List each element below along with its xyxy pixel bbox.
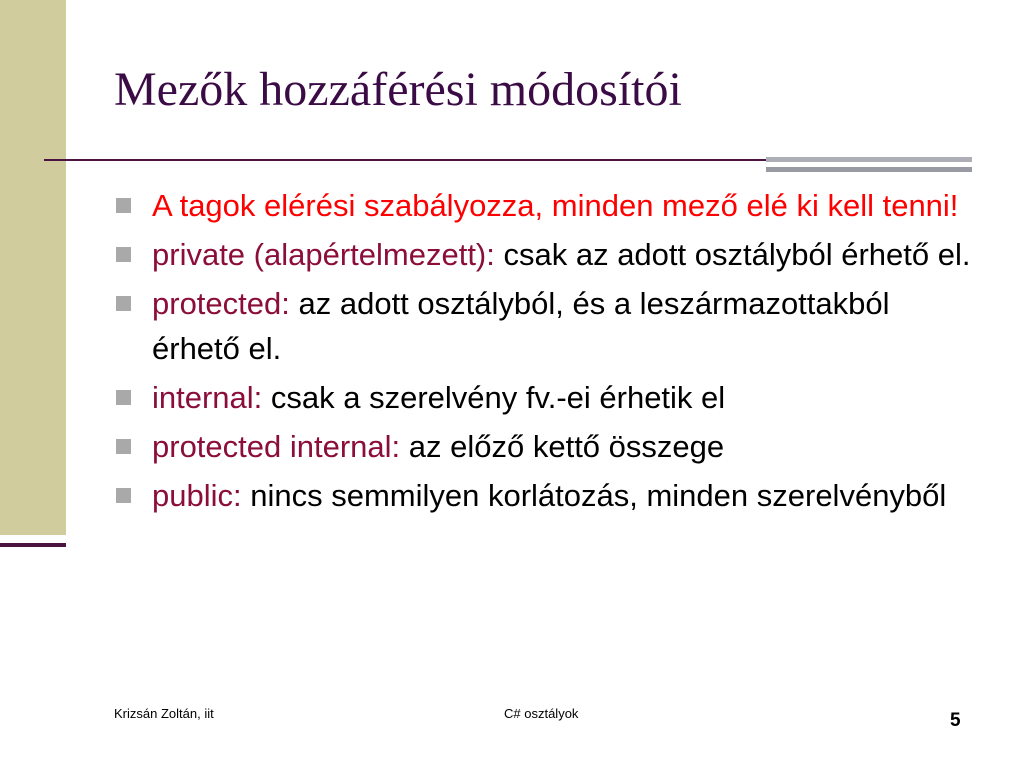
side-rule: [0, 543, 66, 547]
bullet-keyword: protected:: [152, 286, 290, 321]
bullet-keyword: protected internal:: [152, 429, 401, 464]
bullet-keyword: public:: [152, 478, 242, 513]
bullet-list: [114, 183, 974, 522]
bullet-text: nincs semmilyen korlátozás, minden szerelvényből: [241, 478, 947, 513]
slide-number: 5: [950, 710, 961, 731]
title-divider: [44, 159, 766, 161]
bullet-item: [114, 473, 974, 518]
footer-author: Krizsán Zoltán, iit: [114, 706, 214, 721]
square-bullet-icon: [116, 488, 131, 503]
bullet-item: [114, 232, 974, 277]
decoration-bar: [766, 157, 972, 162]
bullet-keyword: internal:: [152, 380, 263, 415]
square-bullet-icon: [116, 296, 131, 311]
side-band: [0, 0, 66, 535]
decoration-bar: [766, 167, 972, 172]
bullet-item: [114, 183, 974, 228]
title-decoration-bars: [766, 157, 972, 177]
bullet-text: az előző kettő összege: [400, 429, 725, 464]
square-bullet-icon: [116, 439, 131, 454]
slide-title: Mezők hozzáférési módosítói: [114, 63, 682, 116]
bullet-text: az adott osztályból, és a leszármazottakból érhető el.: [152, 286, 890, 366]
bullet-text: A tagok elérési szabályozza, minden mező elé ki kell tenni!: [152, 188, 959, 223]
bullet-text: csak az adott osztályból érhető el.: [494, 237, 971, 272]
bullet-item: [114, 375, 974, 420]
square-bullet-icon: [116, 390, 131, 405]
bullet-item: [114, 281, 974, 371]
square-bullet-icon: [116, 247, 131, 262]
footer-topic: C# osztályok: [504, 706, 579, 721]
square-bullet-icon: [116, 198, 131, 213]
bullet-keyword: private (alapértelmezett):: [152, 237, 495, 272]
bullet-text: csak a szerelvény fv.-ei érhetik el: [262, 380, 726, 415]
bullet-item: [114, 424, 974, 469]
